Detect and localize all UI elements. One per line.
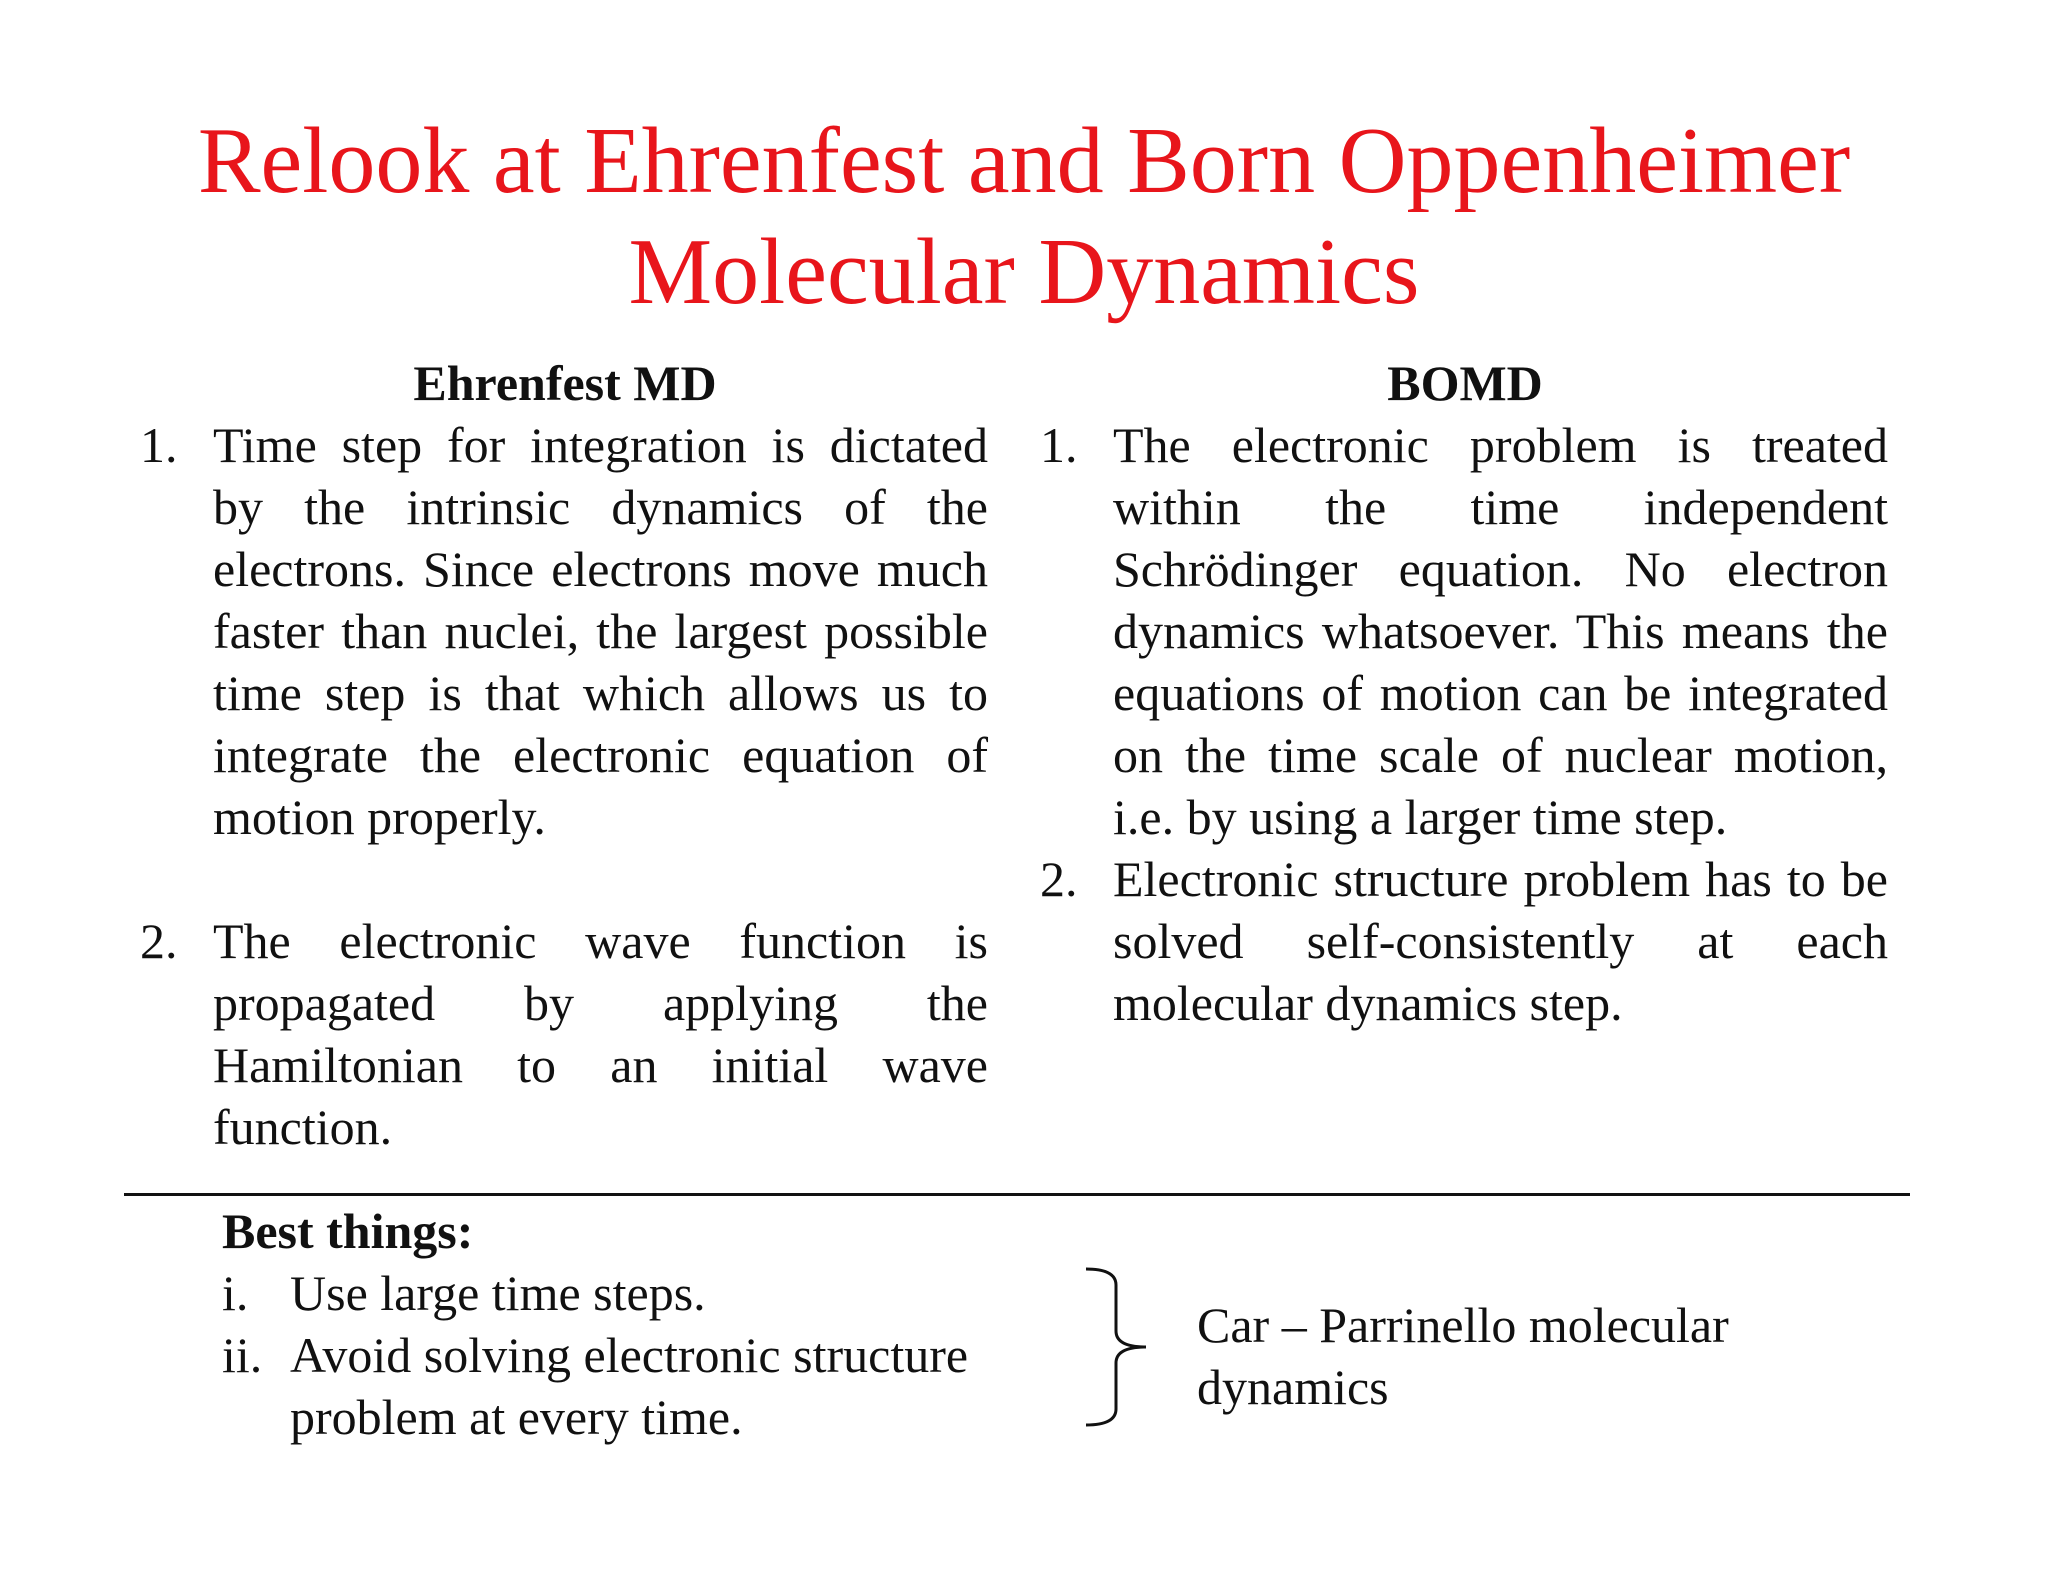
curly-brace-icon	[1080, 1265, 1150, 1430]
bomd-item-1	[1040, 414, 1890, 848]
item-number: 2.	[140, 913, 178, 969]
best-item-1	[222, 1262, 1022, 1324]
best-things-section	[222, 1200, 1022, 1448]
item-number: 2.	[1040, 851, 1078, 907]
item-text: The electronic problem is treated within the time independent Schrödinger equation. No electron dynamics whatsoever. This means the equations of motion can be integrated on the time scale of nuclear motion, i.e. by using a larger time step.	[1113, 417, 1888, 845]
item-text: The electronic wave function is propagated by applying the Hamiltonian to an initial wave function.	[213, 913, 988, 1155]
slide-title	[0, 106, 2048, 328]
item-text: Avoid solving electronic structure problem at every time.	[290, 1327, 969, 1445]
bomd-item-2	[1040, 848, 1890, 1034]
best-item-2	[222, 1324, 1022, 1448]
item-number: 1.	[140, 417, 178, 473]
item-number: i.	[222, 1265, 249, 1321]
item-text: Use large time steps.	[290, 1265, 706, 1321]
bomd-column	[1040, 352, 1890, 1034]
item-text: Time step for integration is dictated by the intrinsic dynamics of the electrons. Since electrons move much faster than nuclei, the largest possible time step is that which allows us to integrate the electronic equation of motion properly.	[213, 417, 988, 845]
item-text: Electronic structure problem has to be solved self-consistently at each molecular dynamics step.	[1113, 851, 1888, 1031]
car-parrinello-label: Car – Parrinello molecular dynamics	[1197, 1297, 1729, 1415]
best-things-heading: Best things:	[222, 1203, 474, 1259]
item-number: ii.	[222, 1327, 263, 1383]
title-line-1: Relook at Ehrenfest and Born Oppenheimer	[197, 109, 1851, 213]
spacer	[140, 848, 990, 910]
horizontal-divider	[124, 1193, 1910, 1196]
bomd-heading: BOMD	[1387, 355, 1543, 411]
ehrenfest-heading: Ehrenfest MD	[413, 355, 717, 411]
ehrenfest-item-1	[140, 414, 990, 848]
ehrenfest-item-2	[140, 910, 990, 1158]
ehrenfest-column	[140, 352, 990, 1158]
item-number: 1.	[1040, 417, 1078, 473]
title-line-2: Molecular Dynamics	[628, 220, 1420, 324]
